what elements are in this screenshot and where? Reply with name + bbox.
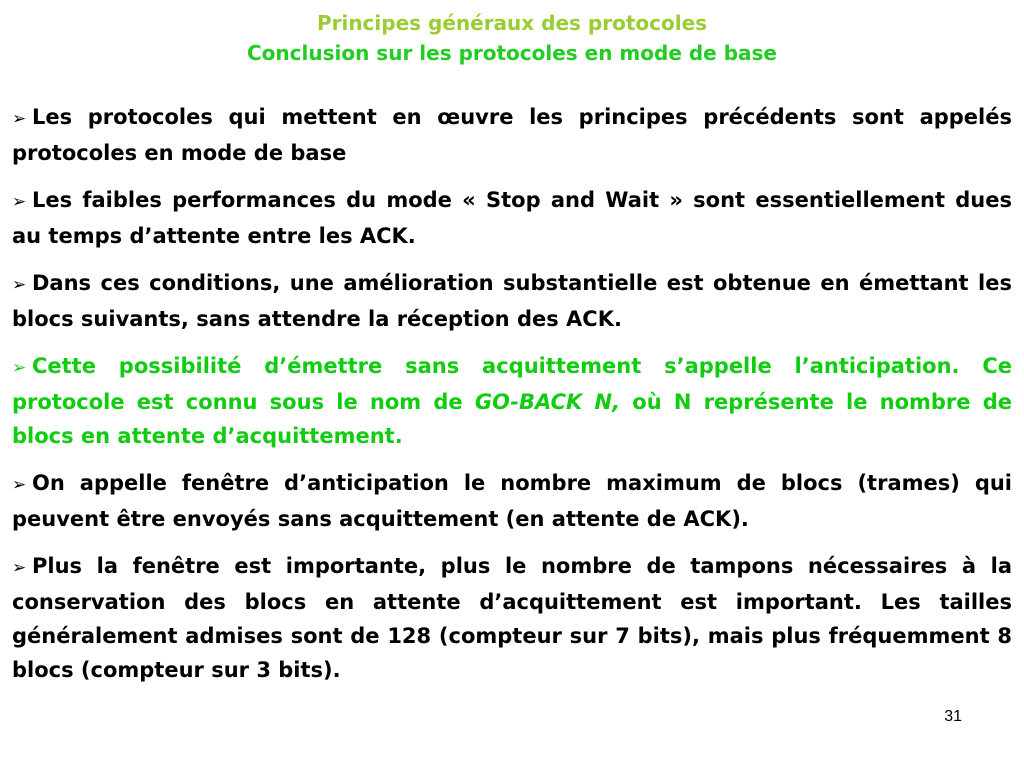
- bullet-text: Les faibles performances du mode « Stop and Wait » sont essentiellement dues au temps d’attente entre les ACK.: [12, 188, 1012, 248]
- arrow-bullet-icon: ➢: [12, 275, 27, 295]
- bullet-text: Les protocoles qui mettent en œuvre les principes précédents sont appelés protocoles en mode de base: [12, 105, 1012, 165]
- bullet-list: [12, 100, 1012, 700]
- arrow-bullet-icon: ➢: [12, 558, 27, 578]
- bullet-item-stop-and-wait: [12, 183, 1012, 253]
- bullet-item-improvement: [12, 266, 1012, 336]
- arrow-bullet-icon: ➢: [12, 358, 27, 378]
- slide-title: Principes généraux des protocoles: [316, 11, 708, 35]
- go-back-n-term: GO-BACK N,: [474, 390, 621, 414]
- slide-number: 31: [944, 708, 962, 725]
- slide-header: [0, 8, 1024, 68]
- bullet-text: Dans ces conditions, une amélioration substantielle est obtenue en émettant les blocs suivants, sans attendre la réception des ACK.: [12, 271, 1012, 331]
- bullet-text: On appelle fenêtre d’anticipation le nombre maximum de blocs (trames) qui peuvent être envoyés sans acquittement (en attente de ACK).: [12, 471, 1012, 531]
- arrow-bullet-icon: ➢: [12, 109, 27, 129]
- arrow-bullet-icon: ➢: [12, 192, 27, 212]
- arrow-bullet-icon: ➢: [12, 475, 27, 495]
- bullet-text-after: où N représente le nombre de blocs en attente d’acquittement.: [12, 390, 1013, 448]
- bullet-item-basic-mode: [12, 100, 1012, 170]
- bullet-item-anticipation-window: [12, 466, 1012, 536]
- bullet-text: Plus la fenêtre est importante, plus le nombre de tampons nécessaires à la conservation des blocs en attente d’acquittement est important. Les tailles généralement admises sont de 128 (compteur sur 7 bits), mais plus fréquemment 8 blocs (compteur sur 3 bits).: [12, 554, 1012, 682]
- slide-subtitle: Conclusion sur les protocoles en mode de base: [247, 41, 777, 65]
- bullet-item-window-size: [12, 549, 1012, 687]
- bullet-item-anticipation: [12, 349, 1012, 453]
- bullet-text-before: Cette possibilité d’émettre sans acquittement s’appelle l’anticipation. Ce protocole est connu sous le nom de: [12, 354, 1012, 414]
